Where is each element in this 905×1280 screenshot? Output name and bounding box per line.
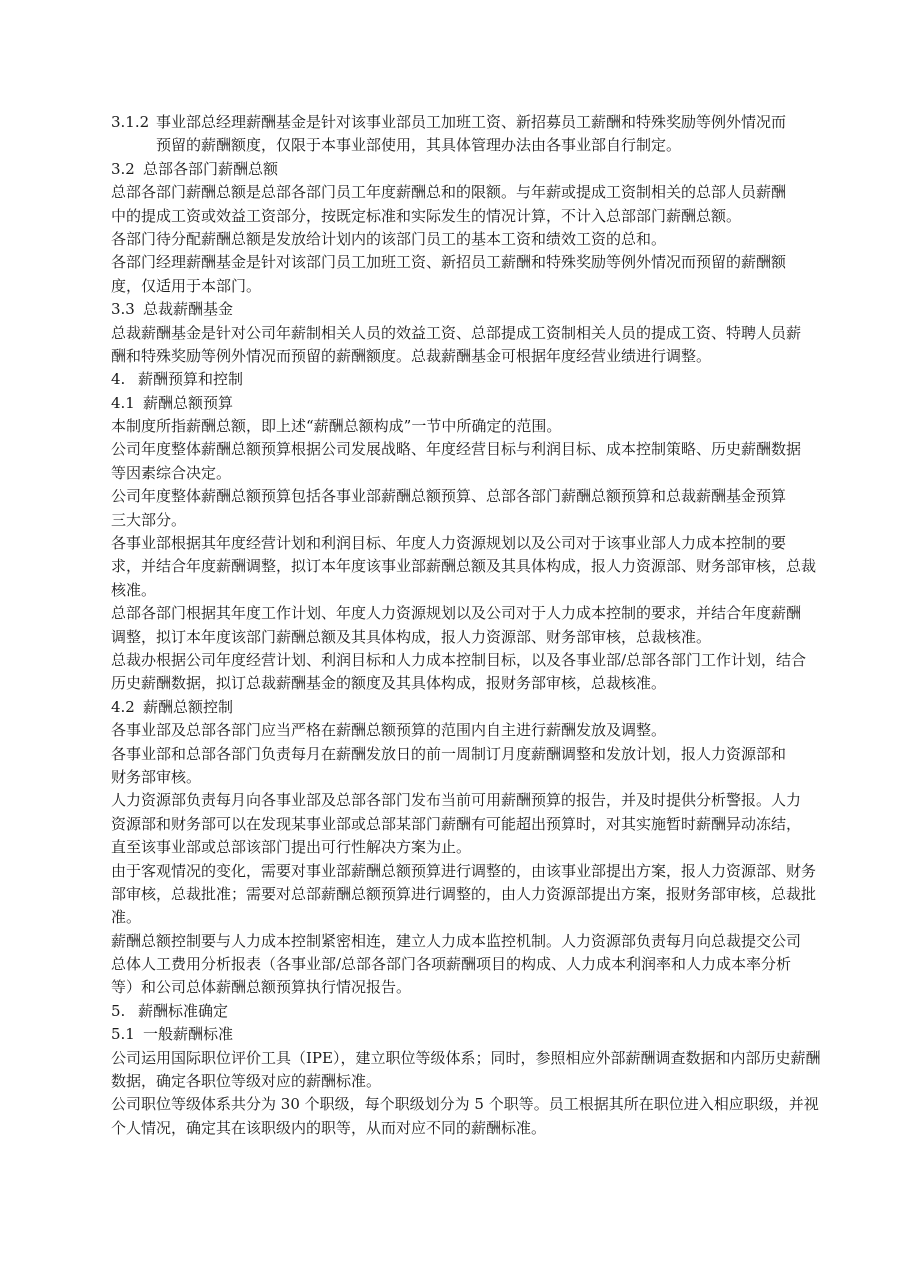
section-heading-line bbox=[111, 1023, 835, 1046]
text-line bbox=[111, 485, 835, 508]
text-line bbox=[111, 181, 835, 204]
text-line bbox=[111, 789, 835, 812]
text-line bbox=[111, 766, 835, 789]
text-line bbox=[111, 415, 835, 438]
section-heading-line bbox=[111, 368, 835, 391]
text-line bbox=[111, 743, 835, 766]
line-text: 总部各部门薪酬总额 bbox=[143, 159, 279, 178]
text-line bbox=[111, 626, 835, 649]
line-text: 中的提成工资或效益工资部分，按既定标准和实际发生的情况计算，不计入总部部门薪酬总额。 bbox=[111, 206, 742, 225]
text-line bbox=[111, 205, 835, 228]
line-text: 历史薪酬数据，拟订总裁薪酬基金的额度及其具体构成，报财务部审核，总裁核准。 bbox=[111, 674, 667, 693]
line-text: 三大部分。 bbox=[111, 510, 187, 529]
text-line bbox=[111, 813, 835, 836]
text-line bbox=[111, 345, 835, 368]
line-text: 本制度所指薪酬总额，即上述“薪酬总额构成”一节中所确定的范围。 bbox=[111, 417, 562, 436]
line-text: 总裁办根据公司年度经营计划、利润目标和人力成本控制目标，以及各事业部/总部各部门工作计划，结合 bbox=[111, 650, 807, 669]
text-line bbox=[111, 719, 835, 742]
text-line bbox=[111, 883, 835, 906]
text-line bbox=[111, 860, 835, 883]
section-number: 5.1 bbox=[111, 1025, 135, 1044]
text-line bbox=[111, 251, 835, 274]
line-text: 部审核，总裁批准；需要对总部薪酬总额预算进行调整的，由人力资源部提出方案，报财务部审核，总裁批 bbox=[111, 884, 817, 903]
text-line bbox=[111, 836, 835, 859]
line-text: 薪酬总额控制 bbox=[143, 697, 234, 716]
text-line bbox=[111, 1093, 835, 1116]
line-text: 预留的薪酬额度，仅限于本事业部使用，其具体管理办法由各事业部自行制定。 bbox=[156, 136, 682, 155]
line-text: 事业部总经理薪酬基金是针对该事业部员工加班工资、新招募员工薪酬和特殊奖励等例外情况而 bbox=[156, 113, 787, 131]
line-text: 总部各部门根据其年度工作计划、年度人力资源规划以及公司对于人力成本控制的要求，并结合年度薪酬 bbox=[111, 604, 802, 623]
line-text: 财务部审核。 bbox=[111, 767, 202, 786]
line-text: 总体人工费用分析报表（各事业部/总部各部门各项薪酬项目的构成、人力成本利润率和人力成本率分析 bbox=[111, 955, 792, 974]
line-text: 总裁薪酬基金 bbox=[143, 300, 234, 319]
text-line bbox=[111, 228, 835, 251]
line-text: 酬和特殊奖励等例外情况而预留的薪酬额度。总裁薪酬基金可根据年度经营业绩进行调整。 bbox=[111, 346, 712, 365]
text-line bbox=[111, 930, 835, 953]
section-number: 3.1.2 bbox=[111, 113, 150, 131]
line-text: 各事业部和总部各部门负责每月在薪酬发放日的前一周制订月度薪酬调整和发放计划，报人力资源部和 bbox=[111, 744, 787, 763]
line-text: 直至该事业部或总部该部门提出可行性解决方案为止。 bbox=[111, 838, 472, 857]
section-number: 3.3 bbox=[111, 300, 135, 319]
document-page bbox=[111, 111, 835, 1140]
line-text: 总部各部门薪酬总额是总部各部门员工年度薪酬总和的限额。与年薪或提成工资制相关的总部人员薪酬 bbox=[111, 183, 787, 202]
text-line bbox=[111, 1047, 835, 1070]
text-line bbox=[111, 509, 835, 532]
text-line bbox=[111, 322, 835, 345]
section-heading-line bbox=[111, 696, 835, 719]
section-number: 4.1 bbox=[111, 393, 135, 412]
line-text: 薪酬总额控制要与人力成本控制紧密相连，建立人力成本监控机制。人力资源部负责每月向总裁提交公司 bbox=[111, 931, 802, 950]
text-line bbox=[111, 672, 835, 695]
text-line bbox=[111, 953, 835, 976]
line-text: 薪酬总额预算 bbox=[143, 393, 234, 412]
text-line bbox=[111, 1070, 835, 1093]
line-text: 公司职位等级体系共分为 30 个职级，每个职级划分为 5 个职等。员工根据其所在职位进入相应职级，并视 bbox=[111, 1095, 819, 1114]
line-text: 等因素综合决定。 bbox=[111, 463, 232, 482]
line-text: 调整，拟订本年度该部门薪酬总额及其具体构成，报人力资源部、财务部审核，总裁核准。 bbox=[111, 627, 712, 646]
line-text: 人力资源部负责每月向各事业部及总部各部门发布当前可用薪酬预算的报告，并及时提供分析警报。人力 bbox=[111, 791, 802, 810]
text-line bbox=[111, 976, 835, 999]
line-text: 各事业部根据其年度经营计划和利润目标、年度人力资源规划以及公司对于该事业部人力成本控制的要 bbox=[111, 534, 787, 553]
text-line bbox=[111, 134, 835, 157]
text-line bbox=[111, 579, 835, 602]
line-text: 各部门待分配薪酬总额是发放给计划内的该部门员工的基本工资和绩效工资的总和。 bbox=[111, 229, 667, 248]
line-text: 个人情况，确定其在该职级内的职等，从而对应不同的薪酬标准。 bbox=[111, 1118, 547, 1137]
line-text: 准。 bbox=[111, 908, 142, 927]
line-text: 薪酬预算和控制 bbox=[138, 370, 244, 389]
section-heading-line bbox=[111, 392, 835, 415]
line-text: 求，并结合年度薪酬调整，拟订本年度该事业部薪酬总额及其具体构成，报人力资源部、财务部审核，总裁 bbox=[111, 557, 817, 576]
section-number: 3.2 bbox=[111, 159, 135, 178]
line-text: 各部门经理薪酬基金是针对该部门员工加班工资、新招员工薪酬和特殊奖励等例外情况而预留的薪酬额 bbox=[111, 253, 787, 272]
section-heading-line bbox=[111, 1000, 835, 1023]
line-text: 公司年度整体薪酬总额预算包括各事业部薪酬总额预算、总部各部门薪酬总额预算和总裁薪酬基金预算 bbox=[111, 487, 787, 506]
text-line bbox=[111, 906, 835, 929]
section-number: 4. bbox=[111, 370, 126, 389]
text-line bbox=[111, 555, 835, 578]
line-text: 总裁薪酬基金是针对公司年薪制相关人员的效益工资、总部提成工资制相关人员的提成工资、特聘人员薪 bbox=[111, 323, 802, 342]
section-heading-line bbox=[111, 298, 835, 321]
text-line bbox=[111, 438, 835, 461]
text-line bbox=[111, 275, 835, 298]
line-text: 数据，确定各职位等级对应的薪酬标准。 bbox=[111, 1072, 382, 1091]
section-heading-line bbox=[111, 111, 835, 134]
line-text: 各事业部及总部各部门应当严格在薪酬总额预算的范围内自主进行薪酬发放及调整。 bbox=[111, 721, 667, 740]
line-text: 核准。 bbox=[111, 580, 157, 599]
line-text: 资源部和财务部可以在发现某事业部或总部某部门薪酬有可能超出预算时，对其实施暂时薪酬异动冻结， bbox=[111, 814, 802, 833]
line-text: 公司年度整体薪酬总额预算根据公司发展战略、年度经营目标与利润目标、成本控制策略、历史薪酬数据 bbox=[111, 440, 802, 459]
text-line bbox=[111, 602, 835, 625]
section-heading-line bbox=[111, 158, 835, 181]
line-text: 一般薪酬标准 bbox=[143, 1025, 234, 1044]
line-text: 公司运用国际职位评价工具（IPE），建立职位等级体系；同时，参照相应外部薪酬调查数据和内部历史薪酬 bbox=[111, 1048, 821, 1067]
line-text: 度，仅适用于本部门。 bbox=[111, 276, 262, 295]
section-number: 4.2 bbox=[111, 697, 135, 716]
text-line bbox=[111, 532, 835, 555]
section-number: 5. bbox=[111, 1001, 126, 1020]
text-line bbox=[111, 1117, 835, 1140]
text-line bbox=[111, 462, 835, 485]
line-text: 等）和公司总体薪酬总额预算执行情况报告。 bbox=[111, 978, 412, 997]
text-line bbox=[111, 649, 835, 672]
line-text: 薪酬标准确定 bbox=[138, 1001, 229, 1020]
line-text: 由于客观情况的变化，需要对事业部薪酬总额预算进行调整的，由该事业部提出方案，报人力资源部、财务 bbox=[111, 861, 817, 880]
